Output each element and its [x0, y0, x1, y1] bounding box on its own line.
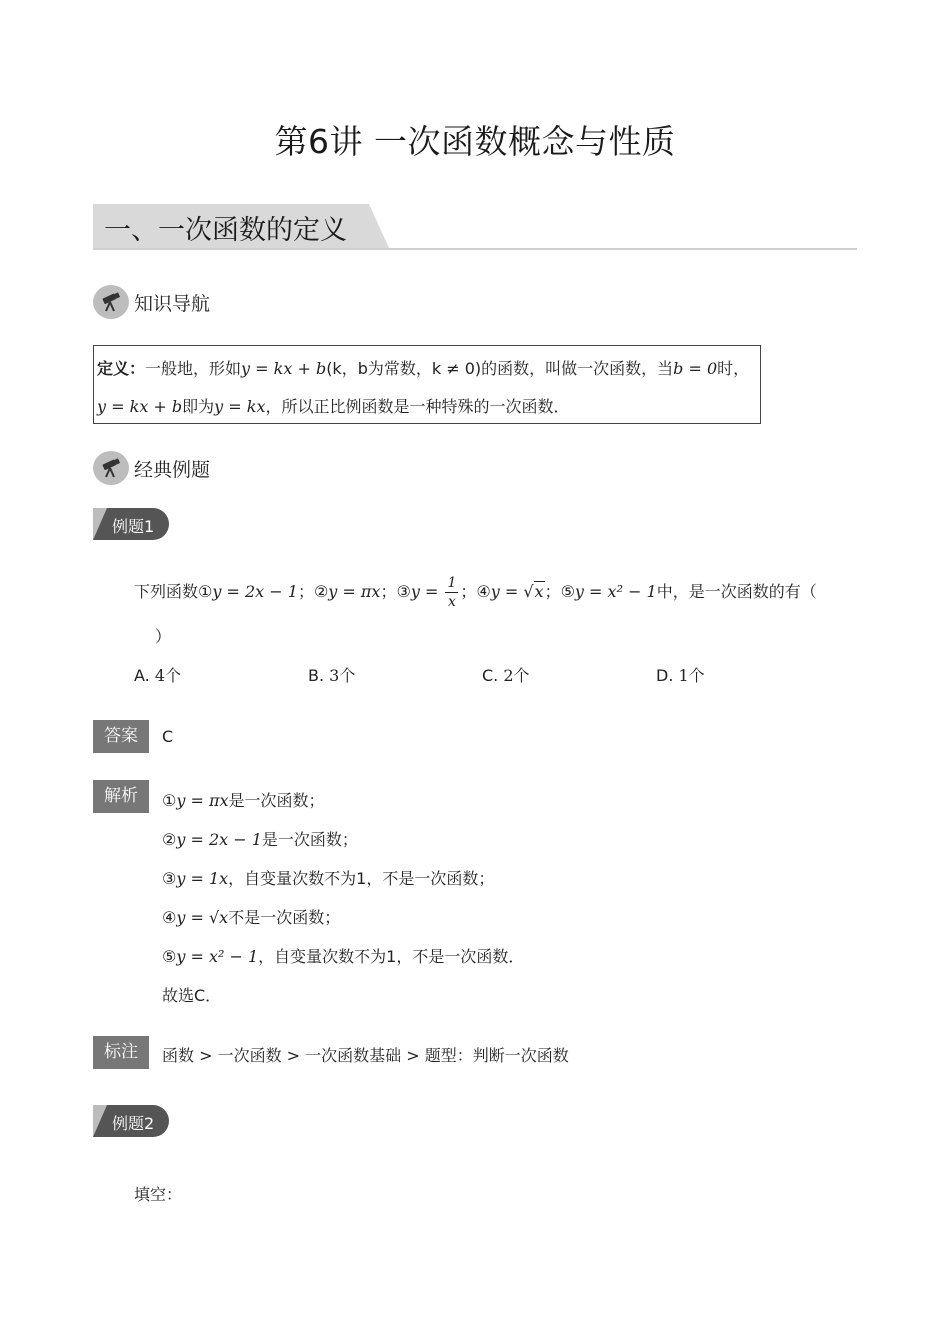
fraction	[445, 576, 458, 609]
analysis-label: 解析	[93, 780, 149, 813]
example-2-prompt: 填空：	[134, 1185, 183, 1204]
examples-nav-label: 经典例题	[134, 459, 211, 481]
analysis-text: ，自变量次数不为1，不是一次函数．	[258, 947, 525, 966]
formula: y = πx	[328, 582, 381, 601]
section-heading	[93, 204, 857, 250]
formula: y = x² − 1	[176, 947, 259, 966]
option-value: 1个	[678, 666, 705, 685]
answer-label: 答案	[93, 720, 149, 753]
formula: y = √x	[176, 908, 229, 927]
page-title: 第6讲 一次函数概念与性质	[274, 122, 676, 161]
answer-value: C	[162, 727, 174, 746]
example-1-tag-text: 例题1	[112, 517, 155, 536]
formula: y = 2x − 1	[176, 830, 262, 849]
formula: y = kx + b	[97, 397, 183, 416]
definition-text: ，所以正比例函数是一种特殊的一次函数．	[265, 397, 570, 416]
option-letter: B.	[308, 666, 325, 685]
fraction-numerator: 1	[447, 575, 457, 591]
option-value: 4个	[154, 666, 182, 685]
section-heading-text: 一、一次函数的定义	[104, 215, 347, 246]
definition-line-2	[97, 394, 570, 417]
analysis-text: 不是一次函数；	[228, 908, 341, 927]
option-c[interactable]	[482, 663, 530, 686]
circle-number: ③	[162, 869, 177, 888]
definition-line-1	[97, 356, 749, 379]
definition-text: (k，b为常数，k ≠ 0)的函数，叫做一次函数，当	[326, 359, 674, 378]
question-text: ；④	[460, 582, 491, 601]
definition-text: 一般地，形如	[145, 359, 242, 378]
formula: y = x² − 1	[574, 582, 657, 601]
note-label: 标注	[93, 1036, 149, 1069]
circle-number: ④	[162, 908, 177, 927]
definition-label: 定义：	[97, 359, 146, 378]
knowledge-nav-label: 知识导航	[134, 293, 211, 315]
option-letter: C.	[482, 666, 499, 685]
question-text: ；⑤	[544, 582, 575, 601]
formula: y = 2x − 1	[212, 582, 298, 601]
analysis-line	[162, 905, 340, 928]
fraction-denominator: x	[447, 594, 456, 610]
analysis-line	[162, 827, 358, 850]
analysis-text: 是一次函数；	[261, 830, 358, 849]
option-value: 2个	[503, 666, 530, 685]
analysis-line	[162, 788, 325, 811]
analysis-text: 是一次函数；	[228, 791, 325, 810]
question-1-close-paren: ）	[155, 627, 172, 646]
formula: y =	[410, 582, 444, 601]
option-letter: A.	[134, 666, 150, 685]
option-value: 3个	[329, 666, 356, 685]
example-2-tag	[93, 1105, 169, 1137]
option-d[interactable]	[656, 663, 705, 686]
question-text: ；②	[297, 582, 329, 601]
formula: y = 1x	[176, 869, 229, 888]
telescope-icon	[93, 451, 129, 485]
radicand: x	[534, 582, 544, 601]
question-text: 中，是一次函数的有（	[656, 582, 817, 601]
formula: y = πx	[176, 791, 229, 810]
note-breadcrumb: 函数 > 一次函数 > 一次函数基础 > 题型：判断一次函数	[162, 1046, 569, 1065]
definition-text: 即为	[182, 397, 215, 416]
option-a[interactable]	[134, 663, 181, 686]
question-text: 下列函数①	[134, 582, 213, 601]
analysis-conclusion	[162, 983, 221, 1006]
analysis-text: ，自变量次数不为1，不是一次函数；	[228, 869, 495, 888]
analysis-line	[162, 866, 494, 889]
circle-number: ②	[162, 830, 177, 849]
question-text: ；③	[380, 582, 411, 601]
definition-text: 时，	[717, 359, 750, 378]
question-1-text	[134, 576, 817, 609]
telescope-icon	[93, 285, 129, 319]
formula: y = √	[490, 582, 534, 601]
analysis-text: 故选C．	[162, 986, 222, 1005]
formula: y = kx + b	[241, 359, 327, 378]
circle-number: ⑤	[162, 947, 177, 966]
formula: y = kx	[214, 397, 266, 416]
circle-number: ①	[162, 791, 177, 810]
definition-box	[93, 345, 761, 424]
example-1-tag	[93, 508, 169, 540]
formula: b = 0	[673, 359, 718, 378]
analysis-line	[162, 944, 524, 967]
option-b[interactable]	[308, 663, 355, 686]
option-letter: D.	[656, 666, 674, 685]
example-2-tag-text: 例题2	[112, 1114, 155, 1133]
